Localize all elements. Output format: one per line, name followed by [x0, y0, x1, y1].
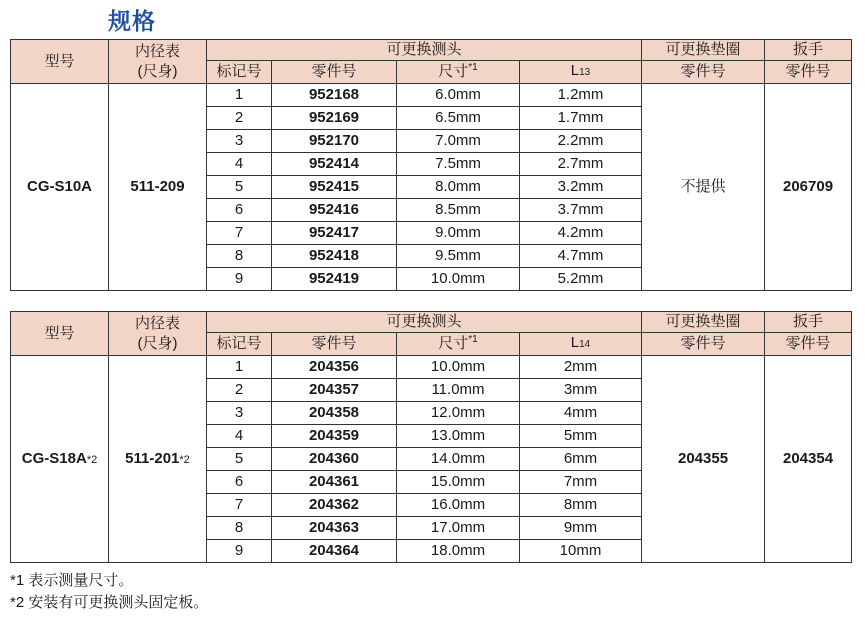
header-l-label: L	[570, 334, 580, 351]
mark-cell: 2	[207, 107, 272, 130]
header-l-label: L	[570, 62, 580, 79]
l-cell: 4.7mm	[520, 245, 642, 268]
header-washer-part-no: 零件号	[642, 333, 765, 356]
header-wrench-part-no: 零件号	[765, 333, 852, 356]
l-cell: 5.2mm	[520, 268, 642, 291]
washer-cell: 不提供	[642, 84, 765, 291]
size-cell: 6.5mm	[397, 107, 520, 130]
part-no-cell: 952169	[272, 107, 397, 130]
bore-gauge-cell	[109, 84, 207, 291]
part-no-cell: 204356	[272, 356, 397, 379]
part-no-cell: 952170	[272, 130, 397, 153]
part-no-cell: 952418	[272, 245, 397, 268]
wrench-cell: 206709	[765, 84, 852, 291]
spec-table-cg-s18a	[10, 311, 852, 563]
size-cell: 7.5mm	[397, 153, 520, 176]
part-no-cell: 952416	[272, 199, 397, 222]
header-l-sub: 14	[579, 339, 591, 350]
header-bore-gauge-line2: (尺身)	[137, 62, 178, 80]
page-title: 规格	[108, 8, 156, 34]
header-washer-part-no: 零件号	[642, 61, 765, 84]
bore-gauge-footnote: *2	[179, 453, 190, 466]
size-cell: 17.0mm	[397, 517, 520, 540]
size-cell: 6.0mm	[397, 84, 520, 107]
part-no-cell: 204361	[272, 471, 397, 494]
part-no-cell: 204357	[272, 379, 397, 402]
header-anvil: 可更换测头	[207, 312, 642, 333]
header-washer: 可更换垫圈	[642, 312, 765, 333]
part-no-cell: 204364	[272, 540, 397, 563]
header-part-no: 零件号	[272, 333, 397, 356]
l-cell: 1.7mm	[520, 107, 642, 130]
l-cell: 2.7mm	[520, 153, 642, 176]
header-part-no: 零件号	[272, 61, 397, 84]
bore-gauge-value: 511-209	[130, 177, 185, 195]
part-no-cell: 204358	[272, 402, 397, 425]
part-no-cell: 952415	[272, 176, 397, 199]
mark-cell: 8	[207, 517, 272, 540]
spec-table-cg-s10a	[10, 39, 852, 291]
washer-cell: 204355	[642, 356, 765, 563]
l-cell: 4mm	[520, 402, 642, 425]
header-wrench-part-no: 零件号	[765, 61, 852, 84]
l-cell: 1.2mm	[520, 84, 642, 107]
mark-cell: 2	[207, 379, 272, 402]
l-cell: 7mm	[520, 471, 642, 494]
header-size-footnote: *1	[468, 62, 478, 73]
size-cell: 11.0mm	[397, 379, 520, 402]
part-no-cell: 952417	[272, 222, 397, 245]
size-cell: 9.5mm	[397, 245, 520, 268]
header-bore-gauge-line1: 内径表	[134, 42, 180, 60]
model-value: CG-S18A	[21, 449, 87, 467]
part-no-cell: 204363	[272, 517, 397, 540]
l-cell: 3.7mm	[520, 199, 642, 222]
part-no-cell: 204360	[272, 448, 397, 471]
mark-cell: 3	[207, 130, 272, 153]
mark-cell: 9	[207, 268, 272, 291]
size-cell: 10.0mm	[397, 356, 520, 379]
l-cell: 5mm	[520, 425, 642, 448]
header-anvil: 可更换测头	[207, 40, 642, 61]
header-bore-gauge-line1: 内径表	[134, 314, 180, 332]
mark-cell: 5	[207, 176, 272, 199]
model-cell	[11, 356, 109, 563]
mark-cell: 8	[207, 245, 272, 268]
bore-gauge-cell	[109, 356, 207, 563]
mark-cell: 3	[207, 402, 272, 425]
header-l	[520, 333, 642, 356]
size-cell: 18.0mm	[397, 540, 520, 563]
size-cell: 13.0mm	[397, 425, 520, 448]
header-bore-gauge-line2: (尺身)	[137, 334, 178, 352]
header-model: 型号	[11, 312, 109, 356]
header-size-footnote: *1	[468, 334, 478, 345]
mark-cell: 5	[207, 448, 272, 471]
mark-cell: 9	[207, 540, 272, 563]
l-cell: 2mm	[520, 356, 642, 379]
bore-gauge-value: 511-201	[125, 449, 180, 467]
size-cell: 16.0mm	[397, 494, 520, 517]
header-size	[397, 333, 520, 356]
size-cell: 15.0mm	[397, 471, 520, 494]
size-cell: 14.0mm	[397, 448, 520, 471]
header-bore-gauge	[109, 312, 207, 356]
table-row	[11, 84, 852, 107]
mark-cell: 6	[207, 199, 272, 222]
l-cell: 2.2mm	[520, 130, 642, 153]
part-no-cell: 204362	[272, 494, 397, 517]
header-washer: 可更换垫圈	[642, 40, 765, 61]
size-cell: 10.0mm	[397, 268, 520, 291]
mark-cell: 6	[207, 471, 272, 494]
l-cell: 3.2mm	[520, 176, 642, 199]
footnote-1: *1 表示测量尺寸。	[10, 572, 134, 589]
mark-cell: 1	[207, 84, 272, 107]
part-no-cell: 952419	[272, 268, 397, 291]
model-value: CG-S10A	[26, 177, 93, 195]
size-cell: 8.5mm	[397, 199, 520, 222]
header-mark: 标记号	[207, 61, 272, 84]
l-cell: 10mm	[520, 540, 642, 563]
table-row	[11, 356, 852, 379]
wrench-cell: 204354	[765, 356, 852, 563]
part-no-cell: 204359	[272, 425, 397, 448]
header-l-sub: 13	[579, 67, 591, 78]
l-cell: 4.2mm	[520, 222, 642, 245]
size-cell: 12.0mm	[397, 402, 520, 425]
header-mark: 标记号	[207, 333, 272, 356]
mark-cell: 7	[207, 222, 272, 245]
l-cell: 8mm	[520, 494, 642, 517]
size-cell: 8.0mm	[397, 176, 520, 199]
header-wrench: 扳手	[765, 40, 852, 61]
header-l	[520, 61, 642, 84]
footnotes	[10, 570, 208, 614]
model-footnote: *2	[86, 453, 98, 466]
mark-cell: 7	[207, 494, 272, 517]
part-no-cell: 952168	[272, 84, 397, 107]
header-size-label: 尺寸	[438, 63, 469, 80]
header-size-label: 尺寸	[438, 335, 469, 352]
size-cell: 7.0mm	[397, 130, 520, 153]
mark-cell: 1	[207, 356, 272, 379]
part-no-cell: 952414	[272, 153, 397, 176]
mark-cell: 4	[207, 425, 272, 448]
size-cell: 9.0mm	[397, 222, 520, 245]
mark-cell: 4	[207, 153, 272, 176]
l-cell: 9mm	[520, 517, 642, 540]
l-cell: 6mm	[520, 448, 642, 471]
header-size	[397, 61, 520, 84]
header-model: 型号	[11, 40, 109, 84]
header-wrench: 扳手	[765, 312, 852, 333]
header-bore-gauge	[109, 40, 207, 84]
l-cell: 3mm	[520, 379, 642, 402]
model-cell	[11, 84, 109, 291]
footnote-2: *2 安装有可更换测头固定板。	[10, 594, 209, 611]
